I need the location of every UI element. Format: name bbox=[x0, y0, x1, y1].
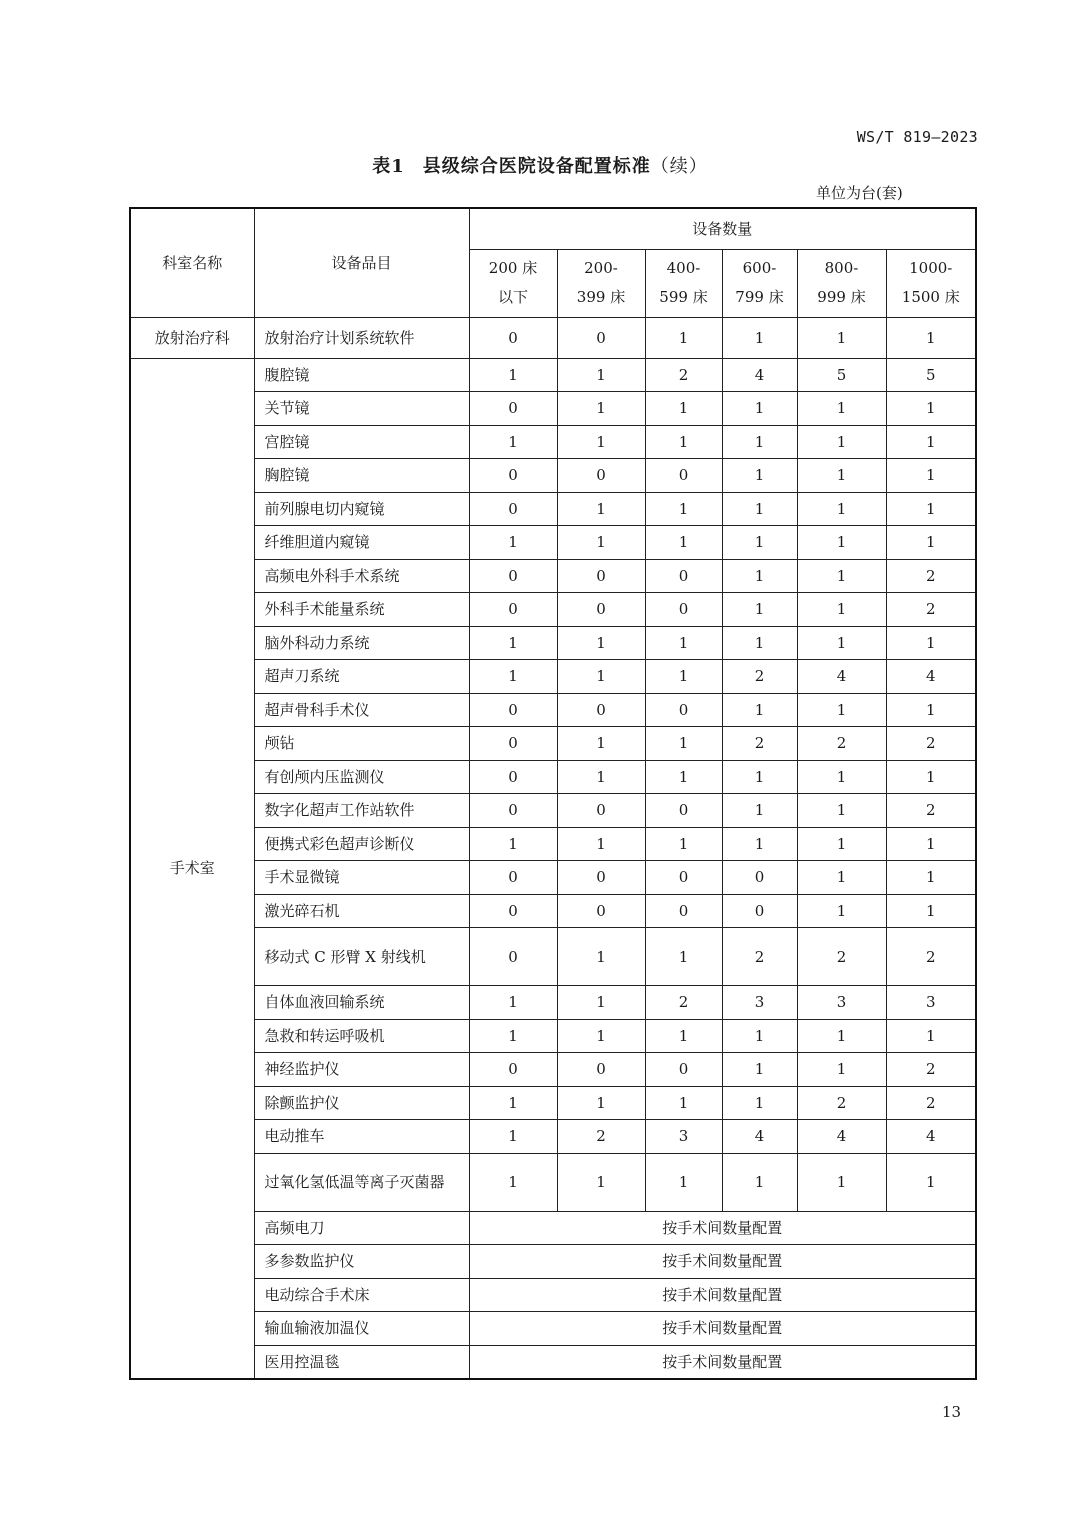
qty-cell: 1 bbox=[557, 626, 645, 660]
qty-cell: 0 bbox=[557, 894, 645, 928]
table-row bbox=[130, 459, 976, 493]
qty-cell: 1 bbox=[645, 526, 722, 560]
qty-cell: 1 bbox=[722, 392, 797, 426]
item-cell: 输血输液加温仪 bbox=[254, 1312, 469, 1346]
item-cell: 胸腔镜 bbox=[254, 459, 469, 493]
header-range bbox=[645, 249, 722, 317]
range-line-1: 200- bbox=[584, 259, 618, 277]
item-cell: 自体血液回输系统 bbox=[254, 986, 469, 1020]
qty-cell: 0 bbox=[722, 894, 797, 928]
qty-cell: 1 bbox=[722, 593, 797, 627]
table-row bbox=[130, 928, 976, 986]
qty-cell: 1 bbox=[557, 986, 645, 1020]
qty-cell: 1 bbox=[557, 526, 645, 560]
qty-cell: 1 bbox=[645, 827, 722, 861]
qty-cell: 1 bbox=[797, 1019, 886, 1053]
qty-cell: 0 bbox=[469, 593, 557, 627]
qty-cell: 1 bbox=[645, 727, 722, 761]
qty-cell: 1 bbox=[645, 626, 722, 660]
qty-cell: 0 bbox=[469, 559, 557, 593]
table-title bbox=[0, 152, 1080, 178]
table-row bbox=[130, 593, 976, 627]
item-cell: 电动综合手术床 bbox=[254, 1278, 469, 1312]
qty-cell: 0 bbox=[557, 559, 645, 593]
qty-cell: 1 bbox=[469, 986, 557, 1020]
config-note-cell: 按手术间数量配置 bbox=[469, 1345, 976, 1379]
qty-cell: 1 bbox=[645, 760, 722, 794]
table-row bbox=[130, 1312, 976, 1346]
header-dept: 科室名称 bbox=[130, 208, 254, 317]
qty-cell: 1 bbox=[722, 760, 797, 794]
qty-cell: 1 bbox=[557, 727, 645, 761]
qty-cell: 1 bbox=[469, 827, 557, 861]
config-note-cell: 按手术间数量配置 bbox=[469, 1312, 976, 1346]
qty-cell: 1 bbox=[797, 1053, 886, 1087]
qty-cell: 1 bbox=[722, 693, 797, 727]
item-cell: 超声骨科手术仪 bbox=[254, 693, 469, 727]
qty-cell: 4 bbox=[722, 1120, 797, 1154]
header-range bbox=[557, 249, 645, 317]
qty-cell: 1 bbox=[797, 794, 886, 828]
table-row bbox=[130, 559, 976, 593]
item-cell: 急救和转运呼吸机 bbox=[254, 1019, 469, 1053]
qty-cell: 2 bbox=[797, 928, 886, 986]
item-cell: 脑外科动力系统 bbox=[254, 626, 469, 660]
qty-cell: 1 bbox=[722, 1153, 797, 1211]
range-line-1: 800- bbox=[824, 259, 859, 277]
range-line-2: 1500 床 bbox=[901, 288, 960, 306]
qty-cell: 2 bbox=[722, 660, 797, 694]
qty-cell: 1 bbox=[886, 526, 976, 560]
table-row bbox=[130, 1053, 976, 1087]
table-row bbox=[130, 1086, 976, 1120]
config-note-cell: 按手术间数量配置 bbox=[469, 1278, 976, 1312]
qty-cell: 1 bbox=[645, 425, 722, 459]
item-cell: 高频电刀 bbox=[254, 1211, 469, 1245]
qty-cell: 1 bbox=[645, 1153, 722, 1211]
table-row bbox=[130, 1345, 976, 1379]
item-cell: 手术显微镜 bbox=[254, 861, 469, 895]
table-row bbox=[130, 1245, 976, 1279]
qty-cell: 1 bbox=[722, 317, 797, 358]
item-cell: 有创颅内压监测仪 bbox=[254, 760, 469, 794]
table-row bbox=[130, 1120, 976, 1154]
qty-cell: 1 bbox=[797, 425, 886, 459]
qty-cell: 4 bbox=[722, 358, 797, 392]
table-continued-mark: （续） bbox=[650, 156, 708, 177]
item-cell: 关节镜 bbox=[254, 392, 469, 426]
qty-cell: 1 bbox=[557, 492, 645, 526]
qty-cell: 0 bbox=[557, 459, 645, 493]
qty-cell: 1 bbox=[797, 894, 886, 928]
qty-cell: 0 bbox=[469, 693, 557, 727]
qty-cell: 1 bbox=[797, 827, 886, 861]
table-row bbox=[130, 425, 976, 459]
table-row bbox=[130, 827, 976, 861]
qty-cell: 0 bbox=[645, 1053, 722, 1087]
qty-cell: 3 bbox=[645, 1120, 722, 1154]
qty-cell: 1 bbox=[797, 392, 886, 426]
item-cell: 便携式彩色超声诊断仪 bbox=[254, 827, 469, 861]
qty-cell: 1 bbox=[469, 358, 557, 392]
qty-cell: 1 bbox=[886, 459, 976, 493]
qty-cell: 1 bbox=[797, 693, 886, 727]
qty-cell: 2 bbox=[886, 727, 976, 761]
qty-cell: 1 bbox=[797, 593, 886, 627]
qty-cell: 1 bbox=[722, 827, 797, 861]
item-cell: 移动式 C 形臂 X 射线机 bbox=[254, 928, 469, 986]
qty-cell: 1 bbox=[886, 827, 976, 861]
qty-cell: 1 bbox=[722, 526, 797, 560]
qty-cell: 3 bbox=[886, 986, 976, 1020]
table-row bbox=[130, 1278, 976, 1312]
qty-cell: 1 bbox=[557, 928, 645, 986]
qty-cell: 1 bbox=[797, 526, 886, 560]
qty-cell: 2 bbox=[645, 986, 722, 1020]
qty-cell: 1 bbox=[722, 1019, 797, 1053]
table-row bbox=[130, 794, 976, 828]
item-cell: 纤维胆道内窥镜 bbox=[254, 526, 469, 560]
item-cell: 腹腔镜 bbox=[254, 358, 469, 392]
item-cell: 数字化超声工作站软件 bbox=[254, 794, 469, 828]
qty-cell: 0 bbox=[557, 1053, 645, 1087]
item-cell: 激光碎石机 bbox=[254, 894, 469, 928]
range-line-2: 以下 bbox=[497, 288, 528, 306]
unit-note: 单位为台(套) bbox=[816, 184, 903, 202]
qty-cell: 1 bbox=[886, 1153, 976, 1211]
qty-cell: 1 bbox=[469, 1019, 557, 1053]
config-note-cell: 按手术间数量配置 bbox=[469, 1245, 976, 1279]
header-row bbox=[130, 208, 976, 249]
qty-cell: 1 bbox=[722, 626, 797, 660]
qty-cell: 1 bbox=[557, 1086, 645, 1120]
qty-cell: 0 bbox=[557, 317, 645, 358]
qty-cell: 1 bbox=[469, 1120, 557, 1154]
table-row bbox=[130, 986, 976, 1020]
qty-cell: 0 bbox=[469, 928, 557, 986]
qty-cell: 0 bbox=[645, 794, 722, 828]
standard-code: WS/T 819—2023 bbox=[856, 128, 978, 146]
qty-cell: 4 bbox=[886, 1120, 976, 1154]
qty-cell: 0 bbox=[469, 894, 557, 928]
qty-cell: 2 bbox=[886, 1086, 976, 1120]
qty-cell: 1 bbox=[557, 760, 645, 794]
header-item: 设备品目 bbox=[254, 208, 469, 317]
qty-cell: 1 bbox=[797, 861, 886, 895]
qty-cell: 2 bbox=[886, 928, 976, 986]
table-row bbox=[130, 861, 976, 895]
header-quantity: 设备数量 bbox=[469, 208, 976, 249]
range-line-1: 400- bbox=[666, 259, 701, 277]
item-cell: 除颤监护仪 bbox=[254, 1086, 469, 1120]
item-cell: 外科手术能量系统 bbox=[254, 593, 469, 627]
qty-cell: 1 bbox=[469, 1153, 557, 1211]
equipment-table bbox=[129, 207, 977, 1380]
qty-cell: 1 bbox=[722, 459, 797, 493]
qty-cell: 0 bbox=[645, 894, 722, 928]
item-cell: 医用控温毯 bbox=[254, 1345, 469, 1379]
table-row bbox=[130, 894, 976, 928]
qty-cell: 1 bbox=[469, 1086, 557, 1120]
table-row bbox=[130, 727, 976, 761]
range-line-1: 1000- bbox=[909, 259, 953, 277]
qty-cell: 1 bbox=[886, 392, 976, 426]
table-number: 表1 bbox=[372, 156, 405, 177]
qty-cell: 5 bbox=[797, 358, 886, 392]
range-line-1: 600- bbox=[742, 259, 777, 277]
page-number: 13 bbox=[942, 1403, 962, 1421]
qty-cell: 1 bbox=[645, 1086, 722, 1120]
qty-cell: 3 bbox=[797, 986, 886, 1020]
qty-cell: 0 bbox=[469, 317, 557, 358]
qty-cell: 1 bbox=[645, 928, 722, 986]
range-line-2: 999 床 bbox=[817, 288, 866, 306]
header-range bbox=[886, 249, 976, 317]
qty-cell: 1 bbox=[557, 660, 645, 694]
qty-cell: 1 bbox=[645, 492, 722, 526]
qty-cell: 2 bbox=[886, 794, 976, 828]
qty-cell: 1 bbox=[645, 392, 722, 426]
qty-cell: 0 bbox=[469, 794, 557, 828]
qty-cell: 1 bbox=[557, 425, 645, 459]
qty-cell: 0 bbox=[722, 861, 797, 895]
qty-cell: 0 bbox=[469, 727, 557, 761]
qty-cell: 1 bbox=[645, 317, 722, 358]
item-cell: 神经监护仪 bbox=[254, 1053, 469, 1087]
table-row bbox=[130, 1019, 976, 1053]
qty-cell: 1 bbox=[469, 526, 557, 560]
table-row bbox=[130, 392, 976, 426]
range-line-2: 599 床 bbox=[659, 288, 708, 306]
qty-cell: 1 bbox=[557, 392, 645, 426]
qty-cell: 1 bbox=[722, 1053, 797, 1087]
qty-cell: 1 bbox=[469, 626, 557, 660]
qty-cell: 0 bbox=[645, 593, 722, 627]
dept-cell: 放射治疗科 bbox=[130, 317, 254, 358]
qty-cell: 5 bbox=[886, 358, 976, 392]
range-line-2: 399 床 bbox=[576, 288, 626, 306]
item-cell: 高频电外科手术系统 bbox=[254, 559, 469, 593]
qty-cell: 1 bbox=[797, 492, 886, 526]
qty-cell: 1 bbox=[797, 760, 886, 794]
qty-cell: 3 bbox=[722, 986, 797, 1020]
table-row bbox=[130, 660, 976, 694]
qty-cell: 1 bbox=[886, 760, 976, 794]
qty-cell: 1 bbox=[645, 1019, 722, 1053]
item-cell: 电动推车 bbox=[254, 1120, 469, 1154]
item-cell: 前列腺电切内窥镜 bbox=[254, 492, 469, 526]
qty-cell: 1 bbox=[886, 492, 976, 526]
qty-cell: 1 bbox=[722, 492, 797, 526]
qty-cell: 1 bbox=[886, 317, 976, 358]
qty-cell: 1 bbox=[469, 425, 557, 459]
qty-cell: 0 bbox=[469, 492, 557, 526]
qty-cell: 1 bbox=[886, 894, 976, 928]
qty-cell: 0 bbox=[645, 861, 722, 895]
item-cell: 过氧化氢低温等离子灭菌器 bbox=[254, 1153, 469, 1211]
qty-cell: 4 bbox=[886, 660, 976, 694]
item-cell: 颅钻 bbox=[254, 727, 469, 761]
qty-cell: 2 bbox=[797, 1086, 886, 1120]
qty-cell: 1 bbox=[886, 425, 976, 459]
qty-cell: 0 bbox=[557, 861, 645, 895]
qty-cell: 0 bbox=[469, 1053, 557, 1087]
qty-cell: 2 bbox=[886, 1053, 976, 1087]
item-cell: 超声刀系统 bbox=[254, 660, 469, 694]
header-range bbox=[797, 249, 886, 317]
table-row bbox=[130, 760, 976, 794]
qty-cell: 1 bbox=[557, 827, 645, 861]
qty-cell: 1 bbox=[722, 559, 797, 593]
qty-cell: 1 bbox=[886, 693, 976, 727]
qty-cell: 0 bbox=[645, 559, 722, 593]
qty-cell: 2 bbox=[557, 1120, 645, 1154]
header-range bbox=[469, 249, 557, 317]
range-line-1: 200 床 bbox=[488, 259, 538, 277]
qty-cell: 1 bbox=[886, 1019, 976, 1053]
table-row bbox=[130, 317, 976, 358]
table-row bbox=[130, 526, 976, 560]
table-row bbox=[130, 492, 976, 526]
qty-cell: 1 bbox=[469, 660, 557, 694]
qty-cell: 1 bbox=[557, 1019, 645, 1053]
qty-cell: 2 bbox=[886, 593, 976, 627]
config-note-cell: 按手术间数量配置 bbox=[469, 1211, 976, 1245]
qty-cell: 1 bbox=[645, 660, 722, 694]
table-row bbox=[130, 626, 976, 660]
table-row bbox=[130, 358, 976, 392]
qty-cell: 0 bbox=[469, 392, 557, 426]
qty-cell: 0 bbox=[469, 459, 557, 493]
qty-cell: 1 bbox=[722, 1086, 797, 1120]
qty-cell: 4 bbox=[797, 1120, 886, 1154]
table-row bbox=[130, 693, 976, 727]
qty-cell: 1 bbox=[797, 459, 886, 493]
qty-cell: 2 bbox=[645, 358, 722, 392]
qty-cell: 1 bbox=[797, 317, 886, 358]
qty-cell: 1 bbox=[797, 559, 886, 593]
dept-cell: 手术室 bbox=[130, 358, 254, 1379]
qty-cell: 1 bbox=[797, 626, 886, 660]
qty-cell: 1 bbox=[722, 794, 797, 828]
qty-cell: 0 bbox=[645, 693, 722, 727]
table-row bbox=[130, 1211, 976, 1245]
qty-cell: 2 bbox=[722, 727, 797, 761]
qty-cell: 2 bbox=[797, 727, 886, 761]
item-cell: 宫腔镜 bbox=[254, 425, 469, 459]
qty-cell: 0 bbox=[557, 693, 645, 727]
qty-cell: 0 bbox=[469, 760, 557, 794]
qty-cell: 4 bbox=[797, 660, 886, 694]
qty-cell: 1 bbox=[557, 1153, 645, 1211]
qty-cell: 0 bbox=[645, 459, 722, 493]
item-cell: 放射治疗计划系统软件 bbox=[254, 317, 469, 358]
qty-cell: 0 bbox=[469, 861, 557, 895]
qty-cell: 1 bbox=[557, 358, 645, 392]
qty-cell: 1 bbox=[886, 861, 976, 895]
table-title-text: 县级综合医院设备配置标准 bbox=[422, 156, 651, 177]
qty-cell: 2 bbox=[722, 928, 797, 986]
range-line-2: 799 床 bbox=[735, 288, 784, 306]
qty-cell: 0 bbox=[557, 593, 645, 627]
qty-cell: 1 bbox=[722, 425, 797, 459]
qty-cell: 0 bbox=[557, 794, 645, 828]
qty-cell: 1 bbox=[797, 1153, 886, 1211]
header-range bbox=[722, 249, 797, 317]
qty-cell: 1 bbox=[886, 626, 976, 660]
item-cell: 多参数监护仪 bbox=[254, 1245, 469, 1279]
table-row bbox=[130, 1153, 976, 1211]
qty-cell: 2 bbox=[886, 559, 976, 593]
